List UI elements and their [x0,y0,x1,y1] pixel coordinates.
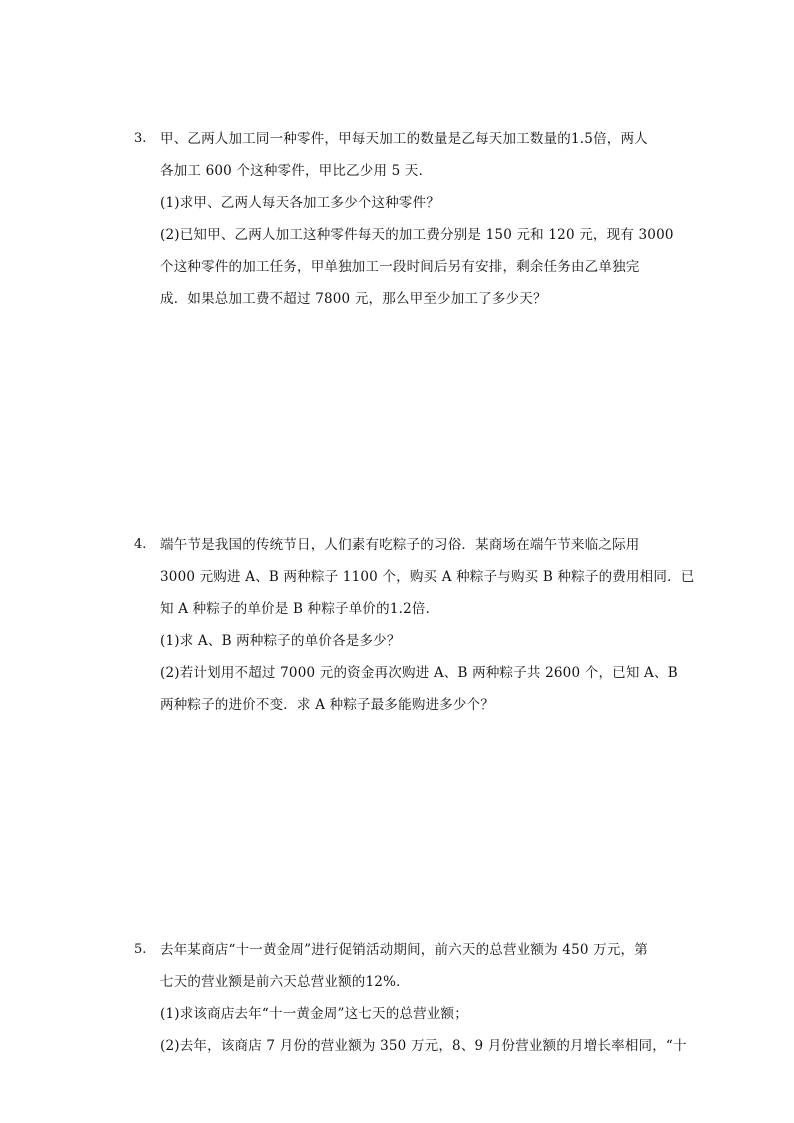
problem-number: 5. [134,942,147,957]
problem-text-line: 甲、乙两人加工同一种零件，甲每天加工的数量是乙每天加工数量的1.5倍，两人 [160,131,648,147]
problem-text-line: 个这种零件的加工任务，甲单独加工一段时间后另有安排，剩余任务由乙单独完 [160,259,640,275]
sub-question-1: (1)求甲、乙两人每天各加工多少个这种零件？ [160,195,441,211]
problem-text-line: 端午节是我国的传统节日，人们素有吃粽子的习俗．某商场在端午节来临之际用 [160,537,640,553]
sub-question-2: (2)去年，该商店 7 月份的营业额为 350 万元，8、9 月份营业额的月增长率相同，“十 [160,1038,687,1054]
problem-number: 4. [134,537,147,552]
problem-number: 3. [134,131,147,146]
sub-question-1: (1)求该商店去年“十一黄金周”这七天的总营业额； [160,1006,468,1022]
problem-text-line: 七天的营业额是前六天总营业额的12%． [160,974,410,990]
problem-text-line: 知 A 种粽子的单价是 B 种粽子单价的1.2倍． [160,601,440,617]
problem-text-line: 3000 元购进 A、B 两种粽子 1100 个，购买 A 种粽子与购买 B 种粽子的费用相同．已 [160,569,695,585]
sub-question-2: (2)已知甲、乙两人加工这种零件每天的加工费分别是 150 元和 120 元，现有 3000 [160,227,674,243]
problem-text-line: 去年某商店“十一黄金周”进行促销活动期间，前六天的总营业额为 450 万元，第 [160,942,648,958]
sub-question-2: (2)若计划用不超过 7000 元的资金再次购进 A、B 两种粽子共 2600 个，已知 A、B [160,665,678,681]
problem-text-line: 两种粽子的进价不变．求 A 种粽子最多能购进多少个？ [160,697,495,713]
problem-text-line: 各加工 600 个这种零件，甲比乙少用 5 天． [160,163,433,179]
sub-question-1: (1)求 A、B 两种粽子的单价各是多少？ [160,633,401,649]
problem-text-line: 成．如果总加工费不超过 7800 元，那么甲至少加工了多少天？ [160,291,547,307]
